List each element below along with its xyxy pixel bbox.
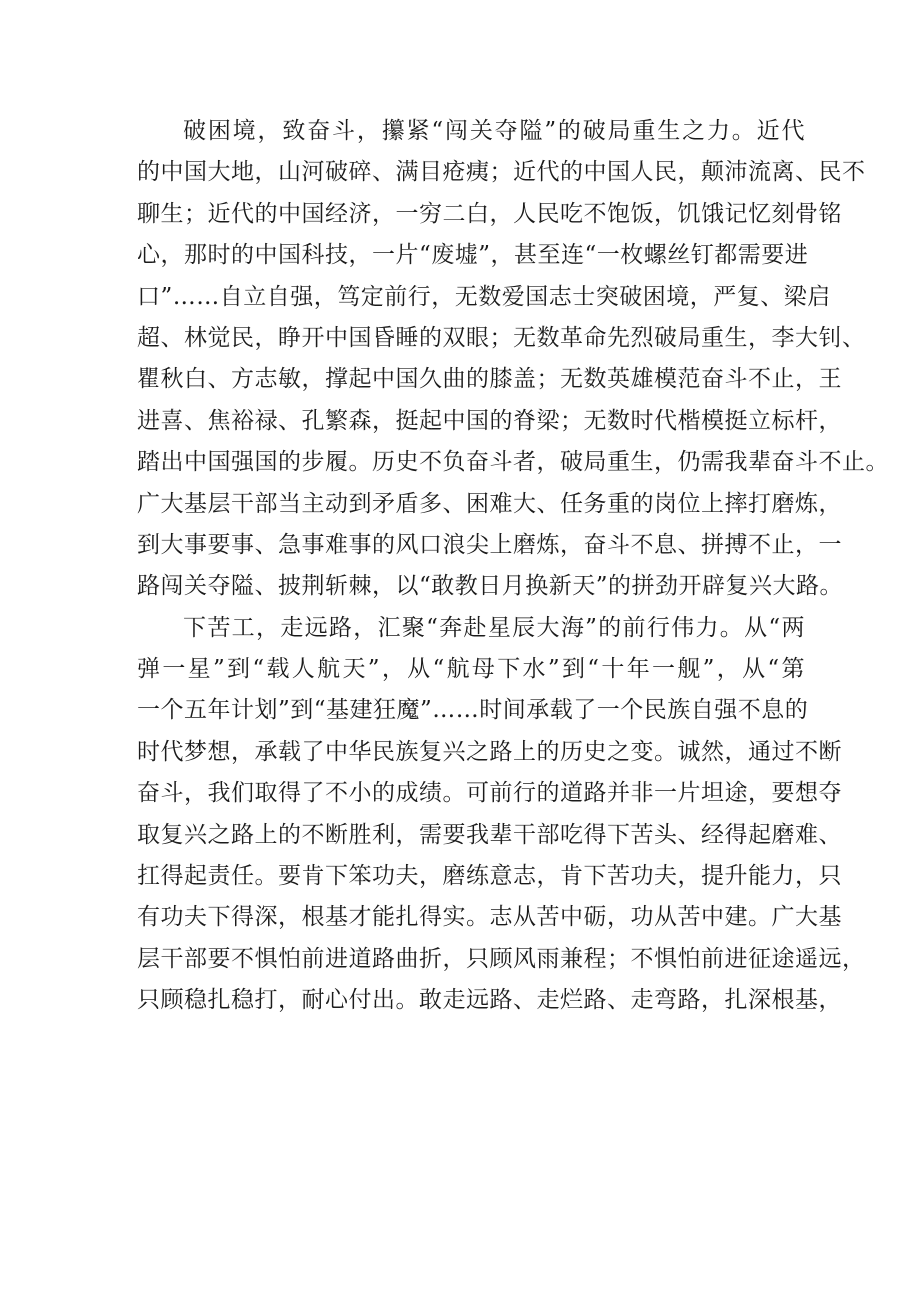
- text-line: 下苦工，走远路，汇聚“奔赴星辰大海”的前行伟力。从“两: [183, 614, 805, 641]
- paragraph: [137, 608, 866, 1022]
- text-line: 心，那时的中国科技，一片“废墟”，甚至连“一枚螺丝钉都需要进: [137, 242, 809, 269]
- text-line: 时代梦想，承载了中华民族复兴之路上的历史之变。诚然，通过不断: [137, 738, 842, 765]
- text-line: 扛得起责任。要肯下笨功夫，磨练意志，肯下苦功夫，提升能力，只: [137, 863, 842, 890]
- text-line: 只顾稳扎稳打，耐心付出。敢走远路、走烂路、走弯路，扎深根基，: [137, 987, 842, 1014]
- text-line: 广大基层干部当主动到矛盾多、困难大、任务重的岗位上摔打磨炼，: [137, 490, 842, 517]
- text-line: 口”……自立自强，笃定前行，无数爱国志士突破困境，严复、梁启: [137, 283, 831, 310]
- text-line: 层干部要不惧怕前进道路曲折，只顾风雨兼程；不惧怕前进征途遥远，: [137, 945, 866, 972]
- text-line: 破困境，致奋斗，攥紧“闯关夺隘”的破局重生之力。近代: [183, 118, 805, 144]
- text-line: 一个五年计划”到“基建狂魔”……时间承载了一个民族自强不息的: [137, 697, 809, 724]
- text-line: 瞿秋白、方志敏，撑起中国久曲的膝盖；无数英雄模范奋斗不止，王: [137, 366, 842, 393]
- text-line: 到大事要事、急事难事的风口浪尖上磨炼，奋斗不息、拼搏不止，一: [137, 531, 842, 558]
- text-line: 超、林觉民，睁开中国昏睡的双眼；无数革命先烈破局重生，李大钊、: [137, 324, 866, 351]
- text-line: 弹一星”到“载人航天”，从“航母下水”到“十年一舰”，从“第: [137, 656, 805, 683]
- text-line: 的中国大地，山河破碎、满目疮痍；近代的中国人民，颠沛流离、民不: [137, 159, 866, 186]
- text-line: 奋斗，我们取得了不小的成绩。可前行的道路并非一片坦途，要想夺: [137, 780, 842, 807]
- text-line: 取复兴之路上的不断胜利，需要我辈干部吃得下苦头、经得起磨难、: [137, 821, 842, 848]
- text-line: 有功夫下得深，根基才能扎得实。志从苦中砺，功从苦中建。广大基: [137, 904, 842, 931]
- text-line: 进喜、焦裕禄、孔繁森，挺起中国的脊梁；无数时代楷模挺立标杆，: [137, 407, 842, 434]
- paragraph: [137, 111, 889, 608]
- document-body: [137, 111, 889, 1022]
- text-line: 聊生；近代的中国经济，一穷二白，人民吃不饱饭，饥饿记忆刻骨铭: [137, 200, 842, 227]
- text-line: 路闯关夺隘、披荆斩棘，以“敢教日月换新天”的拼劲开辟复兴大路。: [137, 573, 844, 600]
- text-line: 踏出中国强国的步履。历史不负奋斗者，破局重生，仍需我辈奋斗不止。: [137, 449, 889, 476]
